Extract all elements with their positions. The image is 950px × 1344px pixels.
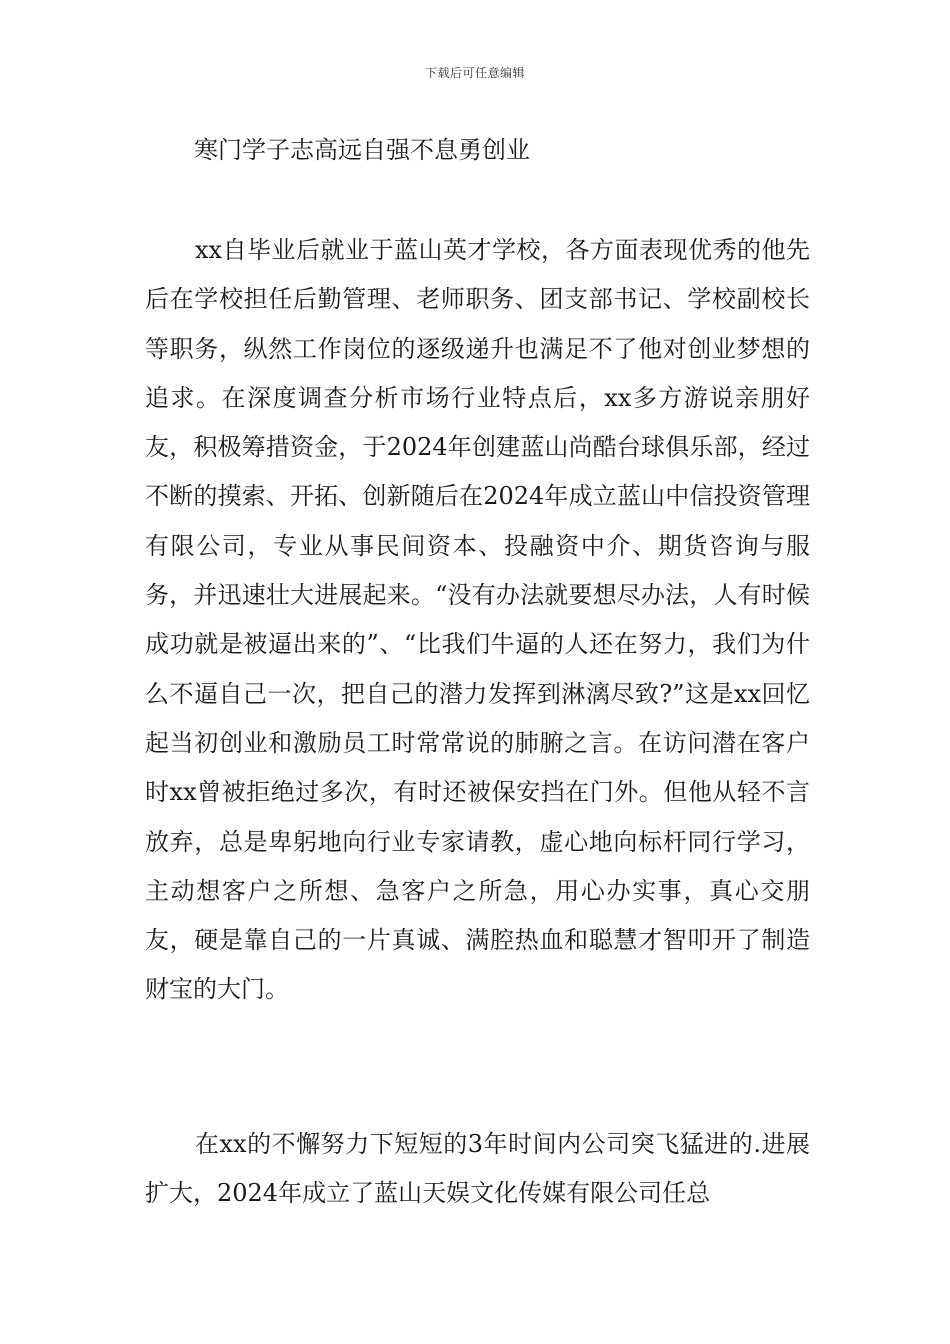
page-header: 下载后可任意编辑 bbox=[424, 66, 525, 80]
document-title: 寒门学子志高远自强不息勇创业 bbox=[194, 136, 530, 164]
body-paragraph-1: xx自毕业后就业于蓝山英才学校，各方面表现优秀的他先后在学校担任后勤管理、老师职务、团支部书记、学校副校长等职务，纵然工作岗位的逐级递升也满足不了他对创业梦想的追求。在深度调查分析市场行业特点后，xx多方游说亲朋好友，积极筹措资金，于2024年创建蓝山尚酷台球俱乐部，经过不断的摸索、开拓、创新随后在2024年成立蓝山中信投资管理有限公司，专业从事民间资本、投融资中介、期货咨询与服务，并迅速壮大进展起来。“没有办法就要想尽办法，人有时候成功就是被逼出来的”、“比我们牛逼的人还在努力，我们为什么不逼自己一次，把自己的潜力发挥到淋漓尽致?”这是xx回忆起当初创业和激励员工时常常说的肺腑之言。在访问潜在客户时xx曾被拒绝过多次，有时还被保安挡在门外。但他从轻不言放弃，总是卑躬地向行业专家请教，虚心地向标杆同行学习，主动想客户之所想、急客户之所急，用心办实事，真心交朋友，硬是靠自己的一片真诚、满腔热血和聪慧才智叩开了制造财宝的大门。 bbox=[145, 236, 810, 1004]
body-paragraph-2: 在xx的不懈努力下短短的3年时间内公司突飞猛进的.进展扩大，2024年成立了蓝山天娱文化传媒有限公司任总 bbox=[145, 1130, 810, 1208]
